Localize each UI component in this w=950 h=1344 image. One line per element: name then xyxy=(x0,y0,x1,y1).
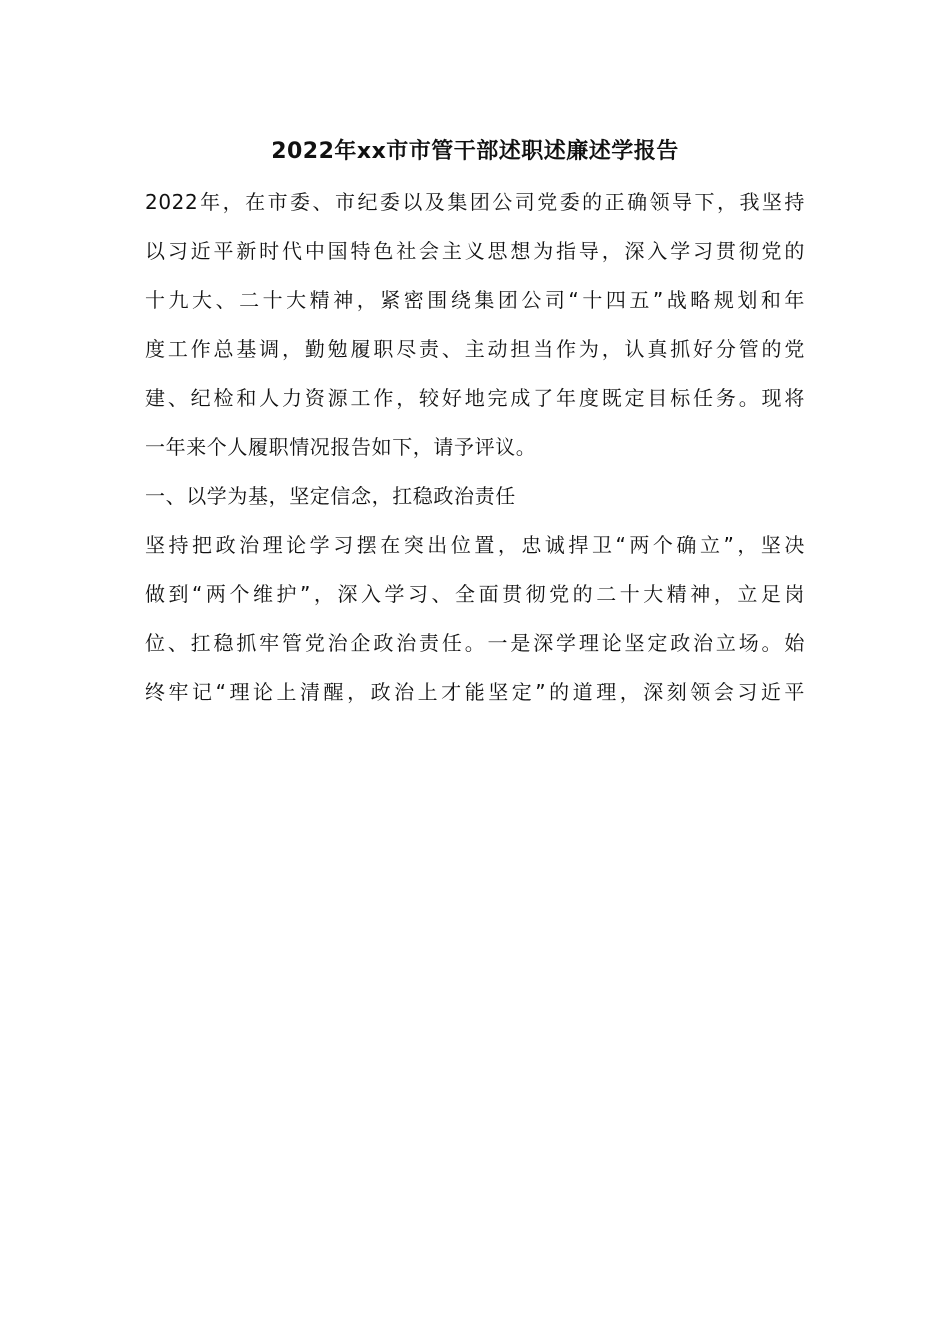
paragraph-line: 一年来个人履职情况报告如下，请予评议。 xyxy=(145,435,537,459)
paragraph-line: 做到“两个维护”，深入学习、全面贯彻党的二十大精神，立足岗 xyxy=(145,582,805,606)
document-body xyxy=(145,178,805,717)
paragraph-line: 终牢记“理论上清醒，政治上才能坚定”的道理，深刻领会习近平 xyxy=(145,680,805,704)
paragraph-line: 以习近平新时代中国特色社会主义思想为指导，深入学习贯彻党的 xyxy=(145,239,805,263)
document-title: 2022年xx市市管干部述职述廉述学报告 xyxy=(271,139,679,164)
paragraph-line: 位、扛稳抓牢管党治企政治责任。一是深学理论坚定政治立场。始 xyxy=(145,631,805,655)
paragraph-line: 度工作总基调，勤勉履职尽责、主动担当作为，认真抓好分管的党 xyxy=(145,337,805,361)
section-heading: 一、以学为基，坚定信念，扛稳政治责任 xyxy=(145,484,516,508)
paragraph-line: 坚持把政治理论学习摆在突出位置，忠诚捍卫“两个确立”，坚决 xyxy=(145,533,805,557)
paragraph-line: 2022年，在市委、市纪委以及集团公司党委的正确领导下，我坚持 xyxy=(145,190,805,214)
paragraph-line: 建、纪检和人力资源工作，较好地完成了年度既定目标任务。现将 xyxy=(145,386,805,410)
paragraph-line: 十九大、二十大精神，紧密围绕集团公司“十四五”战略规划和年 xyxy=(145,288,805,312)
